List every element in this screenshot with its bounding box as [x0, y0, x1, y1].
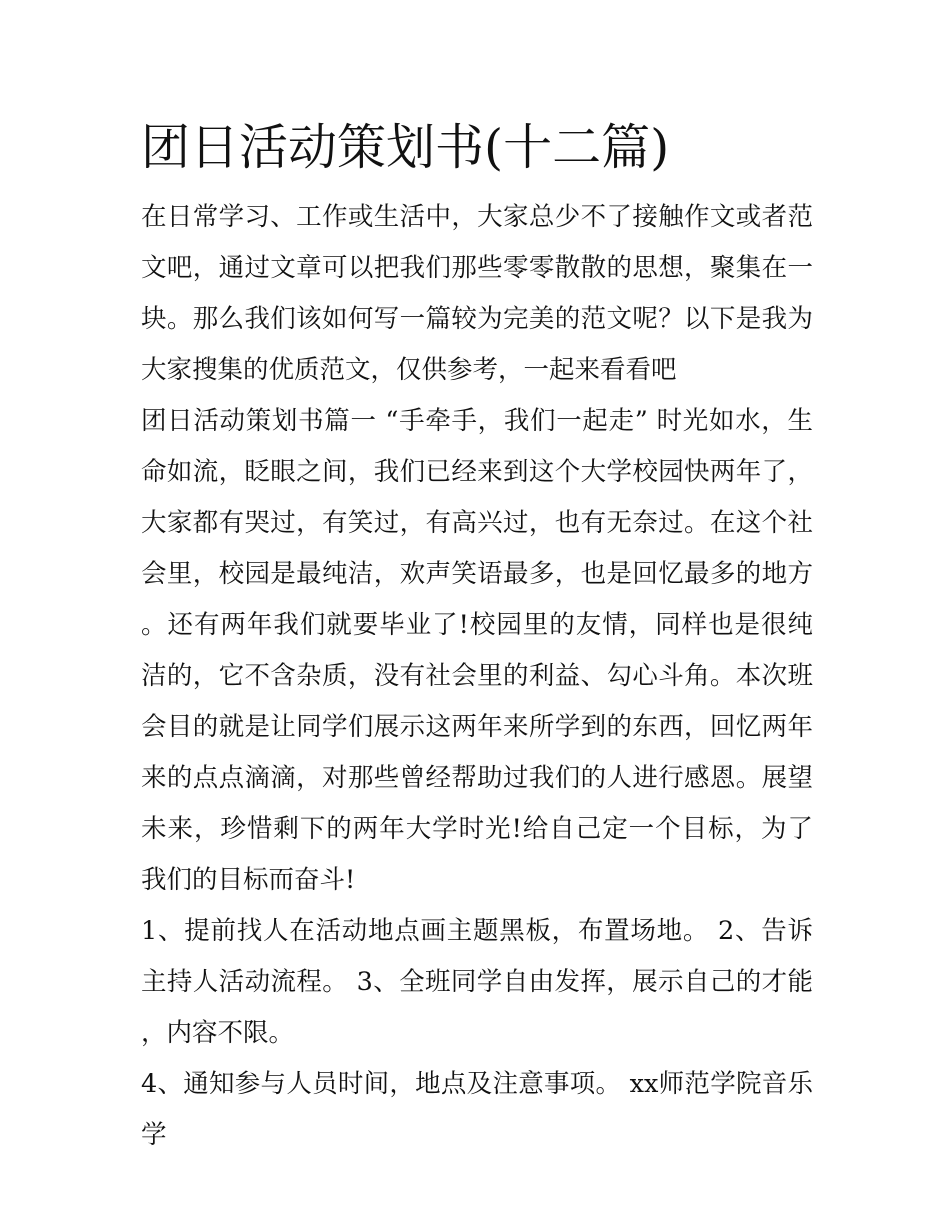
document-body: [141, 118, 813, 1161]
plan-one-paragraph: 团日活动策划书篇一 “手牵手，我们一起走” 时光如水，生命如流，眨眼之间，我们已经来到这个大学校园快两年了，大家都有哭过，有笑过，有高兴过，也有无奈过。在这个社会里，校园是最纯洁，欢声笑语最多，也是回忆最多的地方。还有两年我们就要毕业了!校园里的友情，同样也是很纯洁的，它不含杂质，没有社会里的利益、勾心斗角。本次班会目的就是让同学们展示这两年来所学到的东西，回忆两年来的点点滴滴，对那些曾经帮助过我们的人进行感恩。展望未来，珍惜剩下的两年大学时光!给自己定一个目标，为了我们的目标而奋斗!: [141, 406, 813, 895]
notice-paragraph: 4、通知参与人员时间，地点及注意事项。 xx师范学院音乐学: [141, 1069, 813, 1150]
intro-paragraph: 在日常学习、工作或生活中，大家总少不了接触作文或者范文吧，通过文章可以把我们那些零零散散的思想，聚集在一块。那么我们该如何写一篇较为完美的范文呢？以下是我为大家搜集的优质范文，仅供参考，一起来看看吧: [141, 202, 813, 385]
document-title: 团日活动策划书(十二篇): [141, 119, 670, 176]
steps-paragraph: 1、提前找人在活动地点画主题黑板，布置场地。 2、告诉主持人活动流程。 3、全班同学自由发挥，展示自己的才能，内容不限。: [141, 916, 813, 1048]
